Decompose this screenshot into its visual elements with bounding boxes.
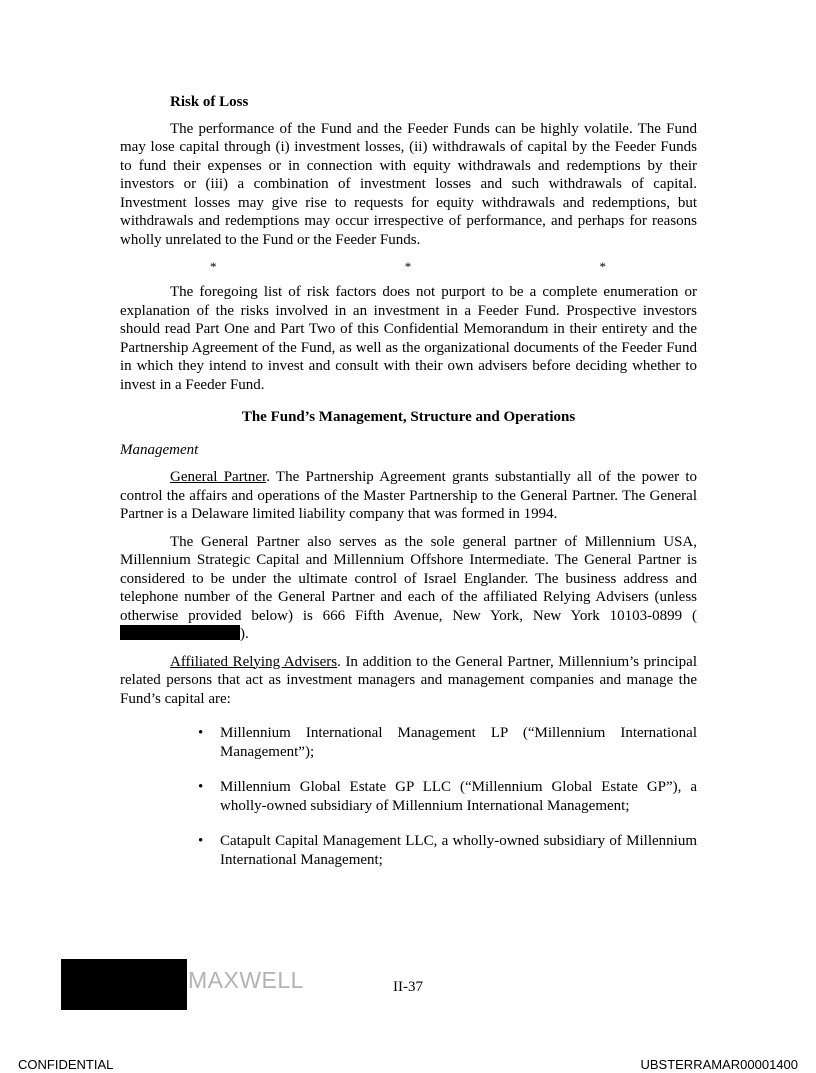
- confidential-label: CONFIDENTIAL: [18, 1057, 114, 1072]
- document-body: [120, 93, 697, 886]
- risk-of-loss-heading: Risk of Loss: [170, 94, 249, 110]
- list-item-text: Catapult Capital Management LLC, a wholly-owned subsidiary of Millennium International Management;: [220, 833, 697, 868]
- list-item: [120, 832, 697, 869]
- bullet-icon: •: [198, 779, 204, 795]
- page-number: II-37: [393, 979, 423, 995]
- general-partner-2-text-end: ).: [240, 626, 249, 642]
- affiliated-advisers-list: [120, 724, 697, 869]
- management-subheading: Management: [120, 441, 199, 458]
- bullet-icon: •: [198, 833, 204, 849]
- section-heading: The Fund’s Management, Structure and Operations: [241, 409, 576, 425]
- separator-star: *: [599, 259, 606, 274]
- separator-star: *: [210, 259, 217, 274]
- list-item: [120, 778, 697, 815]
- list-item-text: Millennium International Management LP (“Millennium International Management”);: [220, 725, 697, 760]
- affiliated-text: . In addition to the General Partner, Millennium’s principal related persons that act as investment managers and management companies and manage the Fund’s capital are:: [120, 653, 697, 707]
- section-separator: [120, 259, 697, 275]
- general-partner-paragraph-2: [120, 533, 697, 644]
- list-item: [120, 724, 697, 761]
- separator-star: *: [404, 259, 412, 274]
- risk-of-loss-paragraph: The performance of the Fund and the Feeder Funds can be highly volatile. The Fund may lose capital through (i) investment losses, (ii) withdrawals of capital by the Feeder Funds to fund their expenses or in connection with equity withdrawals and redemptions by their investors or (iii) a combination of investment losses and such withdrawals of capital. Investment losses may give rise to requests for equity withdrawals and redemptions, but withdrawals and redemptions may occur irrespective of performance, and perhaps for reasons wholly unrelated to the Fund or the Feeder Funds.: [120, 120, 697, 248]
- general-partner-paragraph: [120, 468, 697, 524]
- affiliated-label: Affiliated Relying Advisers: [170, 653, 338, 670]
- list-item-text: Millennium Global Estate GP LLC (“Millennium Global Estate GP”), a wholly-owned subsidiary of Millennium International Management;: [220, 779, 697, 814]
- general-partner-text: . The Partnership Agreement grants substantially all of the power to control the affairs and operations of the Master Partnership to the General Partner. The General Partner is a Delaware limited liability company that was formed in 1994.: [120, 469, 697, 522]
- phone-redaction: [120, 625, 240, 640]
- affiliated-paragraph: [120, 653, 697, 709]
- footer-redaction-block: [61, 959, 187, 1010]
- bates-number: UBSTERRAMAR00001400: [640, 1057, 798, 1072]
- bullet-icon: •: [198, 725, 204, 741]
- general-partner-label: General Partner: [170, 469, 267, 485]
- general-partner-2-text: The General Partner also serves as the sole general partner of Millennium USA, Millennium Strategic Capital and Millennium Offshore Intermediate. The General Partner is considered to be under the ultimate control of Israel Englander. The business address and telephone number of the General Partner and each of the affiliated Relying Advisers (unless otherwise provided below) is 666 Fifth Avenue, New York, New York 10103-0899 (: [120, 533, 697, 624]
- maxwell-watermark: MAXWELL: [188, 967, 304, 993]
- foregoing-paragraph: The foregoing list of risk factors does not purport to be a complete enumeration or explanation of the risks involved in an investment in a Feeder Fund. Prospective investors should read Part One and Part Two of this Confidential Memorandum in their entirety and the Partnership Agreement of the Fund, as well as the organizational documents of the Feeder Fund in which they intend to invest and consult with their own advisers before deciding whether to invest in a Feeder Fund.: [120, 284, 697, 393]
